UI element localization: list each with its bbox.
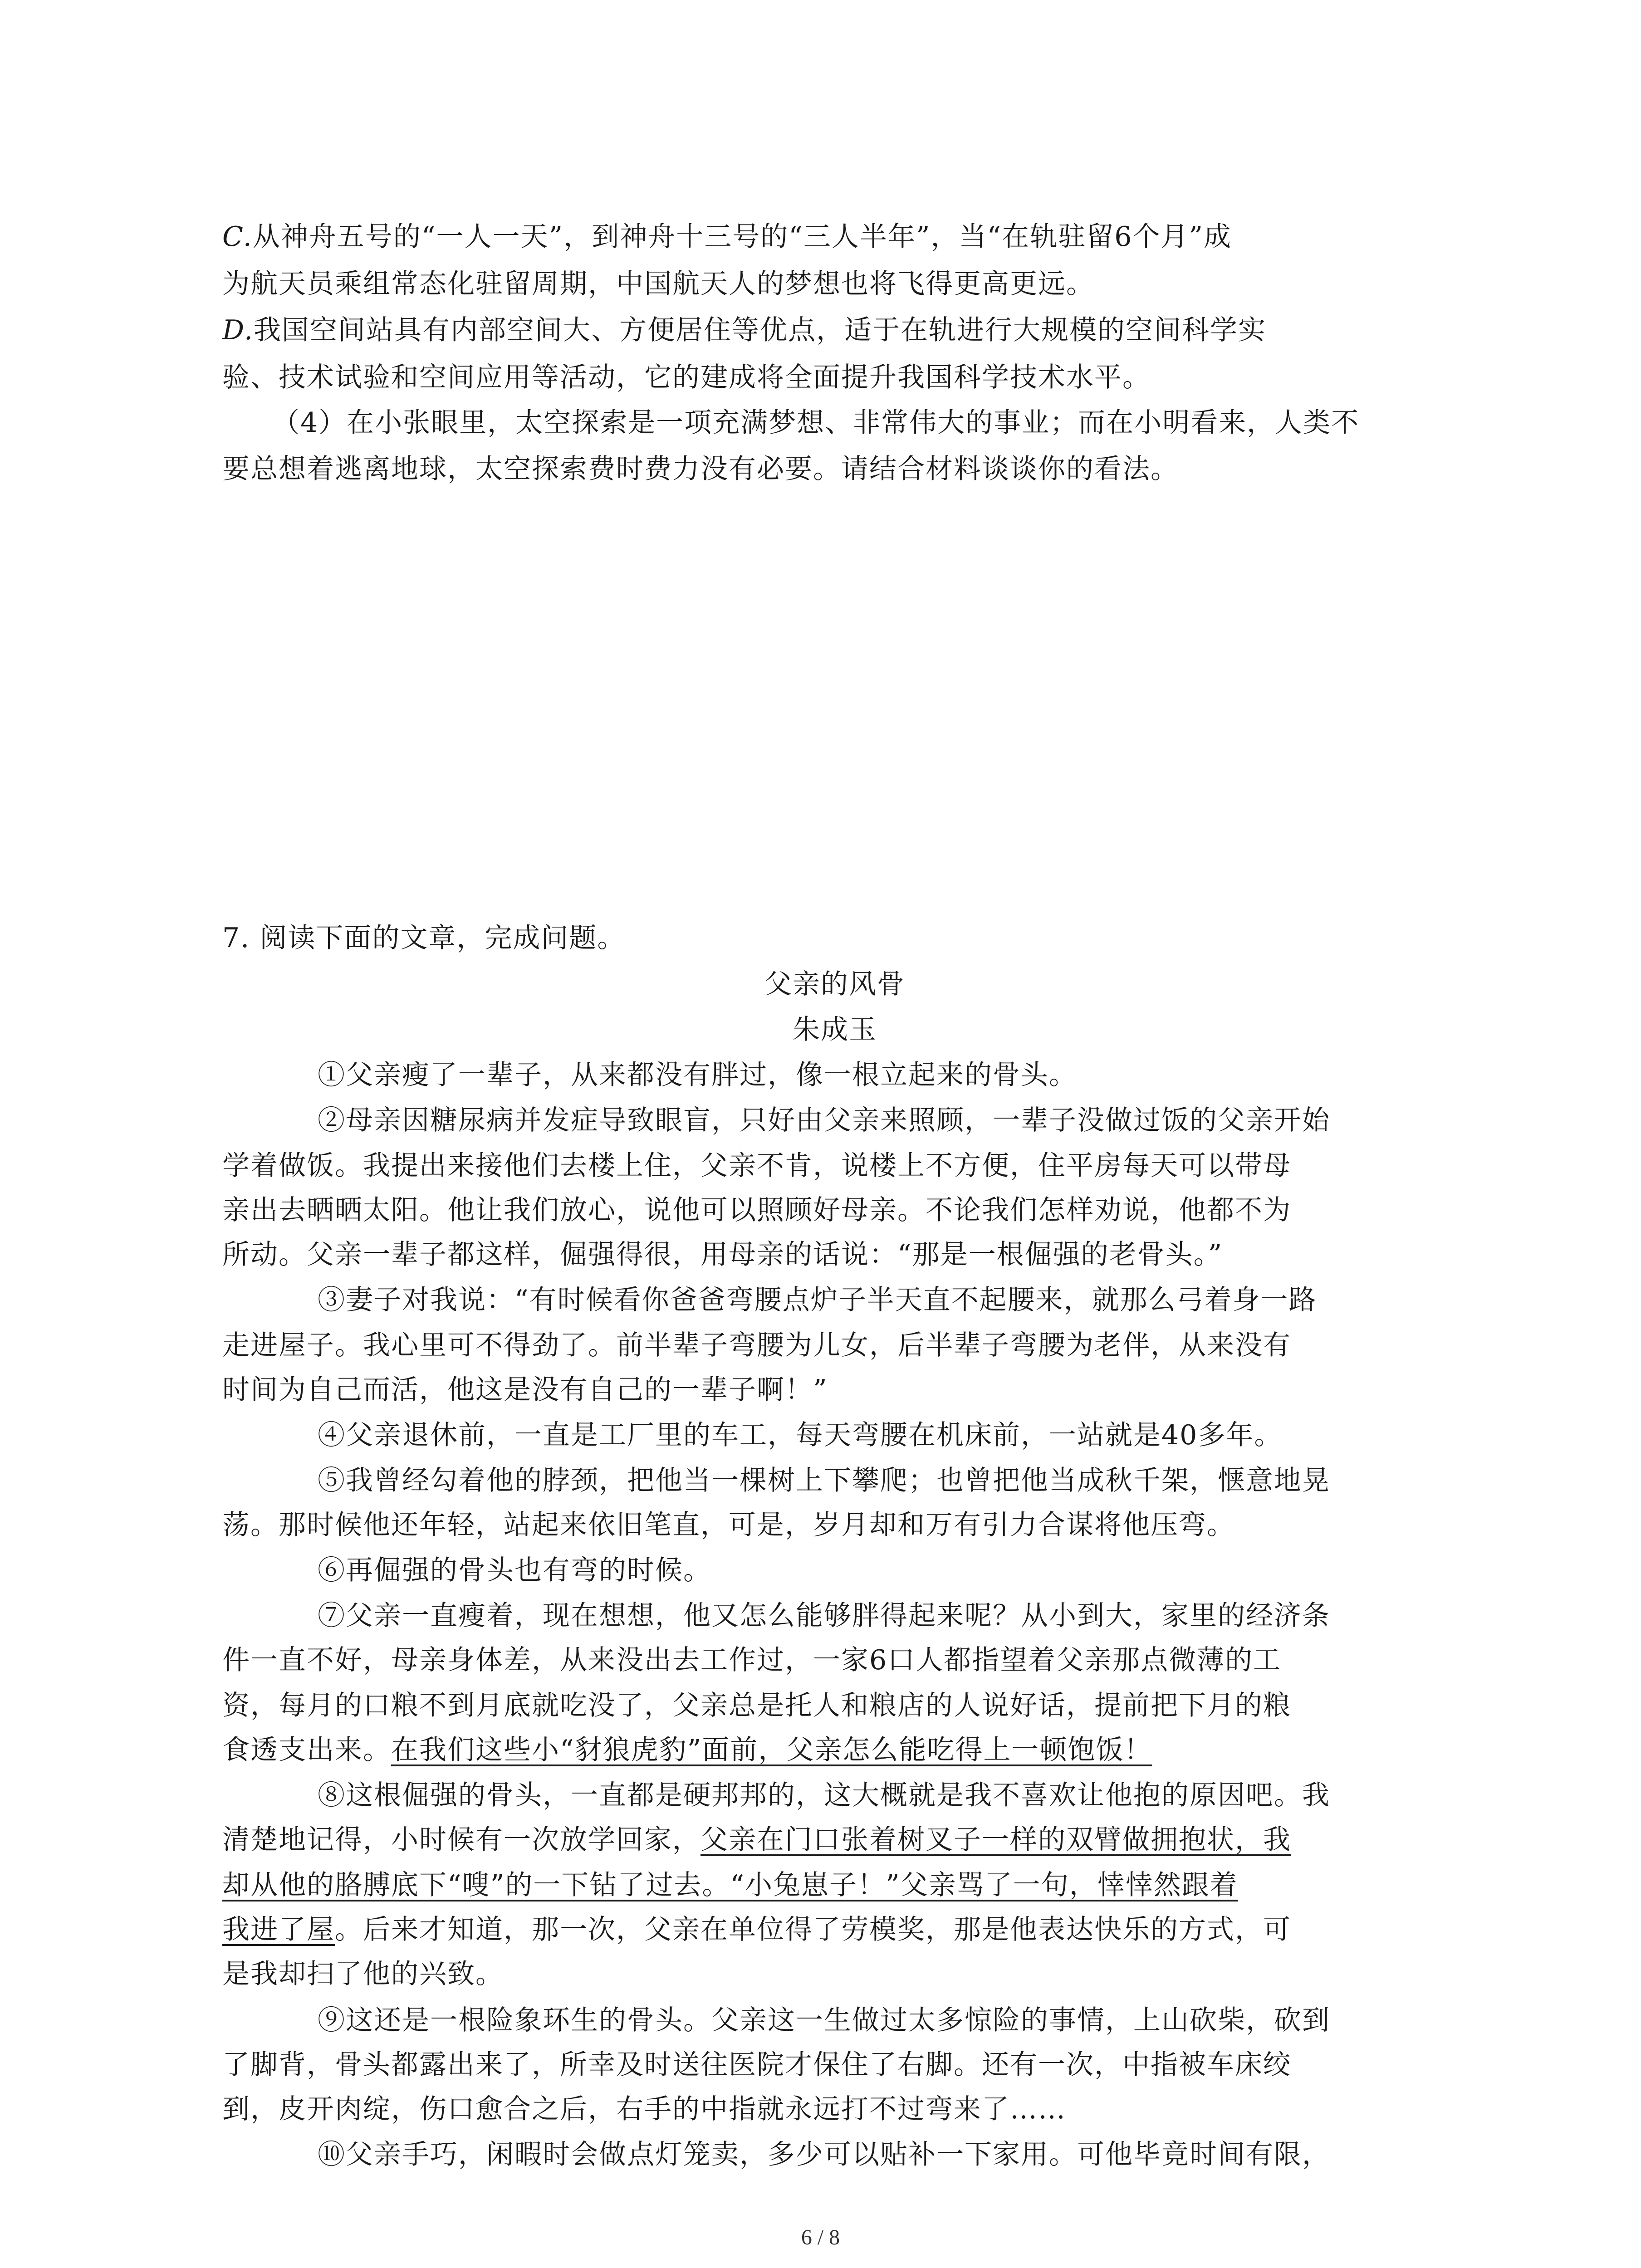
- paragraph-7-plain-text: 食透支出来。: [222, 1734, 391, 1766]
- paragraph-8-plain-tail: 。后来才知道，那一次，父亲在单位得了劳模奖，那是他表达快乐的方式，可: [335, 1914, 1291, 1945]
- option-d-label: D.: [222, 314, 254, 346]
- paragraph-7-underlined-sentence: 在我们这些小“豺狼虎豹”面前，父亲怎么能吃得上一顿饱饭！: [391, 1734, 1152, 1766]
- question-7-prompt: 7. 阅读下面的文章，完成问题。: [222, 922, 626, 954]
- paragraph-7-line-1: ⑦父亲一直瘦着，现在想想，他又怎么能够胖得起来呢？从小到大，家里的经济条: [318, 1600, 1330, 1632]
- paragraph-7-line-3: 资，每月的口粮不到月底就吃没了，父亲总是托人和粮店的人说好话，提前把下月的粮: [222, 1690, 1291, 1721]
- paragraph-8-line-1: ⑧这根倔强的骨头，一直都是硬邦邦的，这大概就是我不喜欢让他抱的原因吧。我: [318, 1779, 1330, 1811]
- paragraph-8-line-2: [222, 1817, 1447, 1862]
- option-d-line-1: [222, 308, 1447, 353]
- paragraph-2-line-2: 学着做饭。我提出来接他们去楼上住，父亲不肯，说楼上不方便，住平房每天可以带母: [222, 1150, 1291, 1182]
- question-4-line-2: 要总想着逃离地球，太空探索费时费力没有必要。请结合材料谈谈你的看法。: [222, 453, 1179, 485]
- option-c-text-1: 从神舟五号的“一人一天”，到神舟十三号的“三人半年”，当“在轨驻留6个月”成: [252, 221, 1232, 253]
- article-author: 朱成玉: [793, 1014, 877, 1046]
- paragraph-7-line-4: [222, 1727, 1447, 1773]
- paragraph-6: ⑥再倔强的骨头也有弯的时候。: [318, 1554, 711, 1586]
- paragraph-9-line-3: 到，皮开肉绽，伤口愈合之后，右手的中指就永远打不过弯来了……: [222, 2093, 1066, 2125]
- paragraph-3-line-2: 走进屋子。我心里可不得劲了。前半辈子弯腰为儿女，后半辈子弯腰为老伴，从来没有: [222, 1330, 1291, 1361]
- paragraph-8-underlined-middle: 却从他的胳膊底下“嗖”的一下钻了过去。“小兔崽子！”父亲骂了一句，悻悻然跟着: [222, 1869, 1238, 1901]
- paragraph-9-line-2: 了脚背，骨头都露出来了，所幸及时送往医院才保住了右脚。还有一次，中指被车床绞: [222, 2049, 1291, 2081]
- paragraph-8-underlined-end: 我进了屋: [222, 1914, 335, 1945]
- option-c-line-1: [222, 214, 1447, 259]
- paragraph-8-line-4: [222, 1907, 1447, 1952]
- option-c-line-2: 为航天员乘组常态化驻留周期，中国航天人的梦想也将飞得更高更远。: [222, 268, 1094, 300]
- page-number: 6 / 8: [801, 2225, 840, 2249]
- paragraph-2-line-3: 亲出去晒晒太阳。他让我们放心，说他可以照顾好母亲。不论我们怎样劝说，他都不为: [222, 1194, 1291, 1226]
- paragraph-5-line-1: ⑤我曾经勾着他的脖颈，把他当一棵树上下攀爬；也曾把他当成秋千架，惬意地晃: [318, 1465, 1330, 1496]
- paragraph-8-line-3: [222, 1862, 1447, 1908]
- option-d-line-2: 验、技术试验和空间应用等活动，它的建成将全面提升我国科学技术水平。: [222, 362, 1151, 393]
- paragraph-7-line-2: 件一直不好，母亲身体差，从来没出去工作过，一家6口人都指望着父亲那点微薄的工: [222, 1644, 1282, 1676]
- option-d-text-1: 我国空间站具有内部空间大、方便居住等优点，适于在轨进行大规模的空间科学实: [254, 314, 1267, 346]
- paragraph-8-line-5: 是我却扫了他的兴致。: [222, 1958, 504, 1990]
- paragraph-9-line-1: ⑨这还是一根险象环生的骨头。父亲这一生做过太多惊险的事情，上山砍柴，砍到: [318, 2004, 1330, 2036]
- paragraph-10-line-1: ⑩父亲手巧，闲暇时会做点灯笼卖，多少可以贴补一下家用。可他毕竟时间有限，: [318, 2139, 1330, 2170]
- paragraph-3-line-1: ③妻子对我说：“有时候看你爸爸弯腰点炉子半天直不起腰来，就那么弓着身一路: [318, 1284, 1317, 1316]
- paragraph-3-line-3: 时间为自己而活，他这是没有自己的一辈子啊！”: [222, 1374, 828, 1406]
- paragraph-8-plain-lead: 清楚地记得，小时候有一次放学回家，: [222, 1824, 700, 1856]
- paragraph-8-underlined-start: 父亲在门口张着树叉子一样的双臂做拥抱状，我: [700, 1824, 1291, 1856]
- paragraph-4: ④父亲退休前，一直是工厂里的车工，每天弯腰在机床前，一站就是40多年。: [318, 1419, 1283, 1451]
- paragraph-1: ①父亲瘦了一辈子，从来都没有胖过，像一根立起来的骨头。: [318, 1059, 1077, 1091]
- option-c-label: C.: [222, 221, 253, 253]
- paragraph-5-line-2: 荡。那时候他还年轻，站起来依旧笔直，可是，岁月却和万有引力合谋将他压弯。: [222, 1509, 1235, 1541]
- paragraph-2-line-4: 所动。父亲一辈子都这样，倔强得很，用母亲的话说：“那是一根倔强的老骨头。”: [222, 1239, 1223, 1271]
- question-4-line-1: （4）在小张眼里，太空探索是一项充满梦想、非常伟大的事业；而在小明看来，人类不: [272, 407, 1360, 439]
- article-title: 父亲的风骨: [764, 968, 905, 1000]
- paragraph-2-line-1: ②母亲因糖尿病并发症导致眼盲，只好由父亲来照顾，一辈子没做过饭的父亲开始: [318, 1105, 1330, 1136]
